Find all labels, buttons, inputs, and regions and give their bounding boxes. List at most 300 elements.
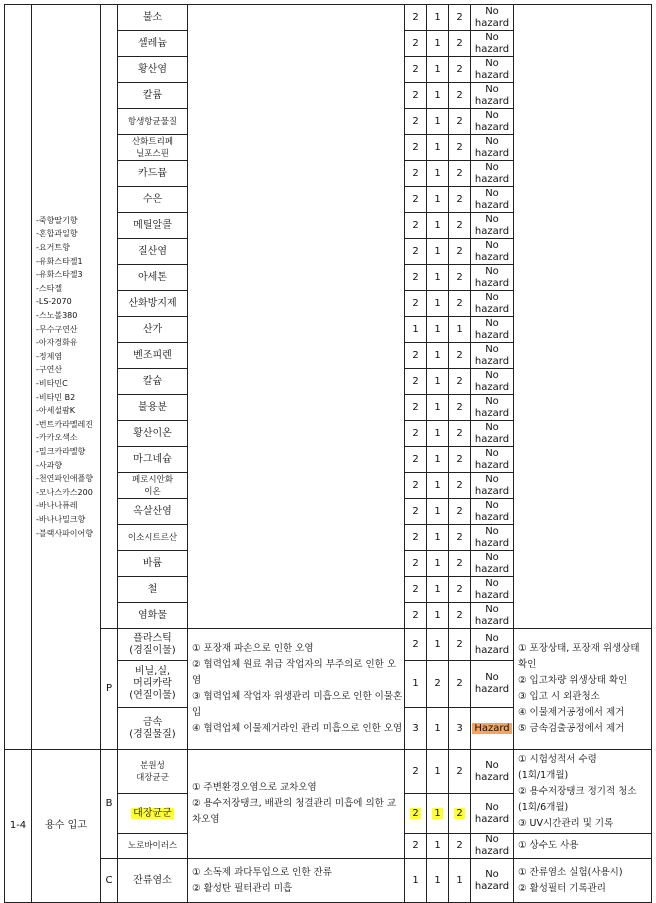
hazard-judgement-line: hazard — [474, 684, 510, 695]
cause-item: ② 활성탄 필터관리 미흡 — [192, 882, 293, 894]
hazard-item-name — [118, 57, 188, 83]
frequency-score: 1 — [427, 447, 449, 473]
cause-item: ③ 협력업체 작업자 위생관리 미흡으로 인한 이물혼입 — [192, 691, 403, 718]
hazard-item-name-line: 질산염 — [138, 245, 167, 257]
hazard-item-name-line: 염화물 — [138, 609, 167, 621]
risk-score — [449, 794, 471, 834]
risk-score: 2 — [449, 135, 471, 161]
food-item: -천연파인애플향 — [36, 474, 93, 484]
severity-score: 2 — [405, 750, 427, 794]
risk-score: 2 — [449, 239, 471, 265]
risk-score: 2 — [449, 629, 471, 661]
severity-score: 2 — [405, 369, 427, 395]
hazard-item-name — [118, 499, 188, 525]
frequency-score: 1 — [427, 265, 449, 291]
hazard-judgement-line: hazard — [474, 813, 510, 825]
food-item: -밀크카라멜향 — [36, 446, 86, 456]
hazard-judgement-line: No — [485, 239, 499, 251]
risk-score: 2 — [449, 551, 471, 577]
food-item: -바나나밀크향 — [36, 514, 86, 524]
hazard-item-name-line: 칼슘 — [142, 375, 163, 387]
hazard-item-name-line: (연질이물) — [129, 690, 176, 701]
severity-score: 2 — [405, 31, 427, 57]
control-item: (1회/1개월) — [518, 769, 569, 781]
food-item: -LS-2070 — [36, 297, 72, 307]
hazard-item-name — [118, 750, 188, 794]
hazard-code-physical: P — [101, 629, 118, 750]
hazard-judgement-line: No — [485, 135, 499, 147]
hazard-item-name — [118, 447, 188, 473]
table-body — [5, 5, 652, 903]
hazard-item-name-line: 벤조피렌 — [133, 349, 172, 361]
hazard-judgement-line: hazard — [474, 95, 510, 107]
hazard-judgement-line: hazard — [474, 511, 510, 523]
highlight-mark: 2 — [412, 807, 419, 819]
risk-score: 2 — [449, 447, 471, 473]
hazard-item-name-line: (경질물질) — [129, 728, 176, 740]
risk-score: 2 — [449, 83, 471, 109]
cause-item: ① 주변환경오염으로 교차오염 — [192, 782, 317, 793]
hazard-judgement-line: hazard — [474, 459, 510, 471]
risk-score: 2 — [449, 661, 471, 708]
frequency-score: 1 — [427, 291, 449, 317]
severity-score: 2 — [405, 834, 427, 859]
hazard-judgement-line: hazard — [474, 615, 510, 627]
frequency-score: 1 — [427, 551, 449, 577]
severity-score: 2 — [405, 5, 427, 31]
hazard-judgement-line: hazard — [474, 17, 510, 29]
risk-score: 2 — [449, 750, 471, 794]
hazard-judgement — [471, 750, 514, 794]
frequency-score: 1 — [427, 499, 449, 525]
hazard-item-name-line: 바륨 — [142, 557, 163, 569]
cause-item: ④ 협력업체 이물제거라인 관리 미흡으로 인한 오염 — [192, 723, 403, 734]
hazard-code-chemical: C — [101, 859, 118, 903]
hazard-item-name — [118, 629, 188, 661]
frequency-score: 1 — [427, 859, 449, 903]
hazard-judgement-line: hazard — [474, 277, 510, 289]
frequency-score: 1 — [427, 161, 449, 187]
control-cell — [514, 5, 652, 629]
hazard-item-name-line: 황산이온 — [133, 427, 172, 439]
severity-score: 2 — [405, 161, 427, 187]
control-item: ③ UV시간관리 및 기록 — [518, 817, 614, 829]
risk-score: 2 — [449, 265, 471, 291]
table-row — [5, 859, 652, 903]
step-name: 용수 입고 — [32, 750, 101, 903]
hazard-item-name-line: 페로시안화 — [131, 474, 174, 485]
hazard-item-name-line: 분원성 — [140, 760, 165, 771]
food-item: -정제염 — [36, 351, 63, 361]
hazard-judgement — [471, 473, 514, 499]
severity-score: 3 — [405, 708, 427, 750]
hazard-judgement — [471, 603, 514, 629]
hazard-item-name — [118, 794, 188, 834]
hazard-judgement-line: No — [485, 213, 499, 225]
risk-score: 2 — [449, 834, 471, 859]
food-item: -스타젤 — [36, 283, 63, 293]
risk-score: 2 — [449, 603, 471, 629]
cause-item: ② 용수저장탱크, 배관의 청결관리 미흡에 의한 교차오염 — [192, 798, 397, 825]
hazard-judgement-line: No — [485, 5, 499, 17]
hazard-item-name-line: 황산염 — [138, 63, 167, 75]
hazard-judgement — [471, 291, 514, 317]
frequency-score: 1 — [427, 239, 449, 265]
control-item: ② 용수저장탱크 정기적 청소 — [518, 785, 637, 797]
hazard-judgement-line: hazard — [474, 880, 510, 892]
table-row — [5, 629, 652, 661]
frequency-score: 1 — [427, 629, 449, 661]
control-cell — [514, 629, 652, 750]
hazard-judgement — [471, 31, 514, 57]
hazard-item-name-line: 아세톤 — [138, 271, 167, 283]
hazard-judgement — [471, 525, 514, 551]
control-item: ① 상수도 사용 — [518, 840, 579, 851]
risk-score: 2 — [449, 473, 471, 499]
food-item: -아세설팜K — [36, 406, 76, 416]
hazard-judgement — [471, 5, 514, 31]
cause-cell — [188, 859, 405, 903]
hazard-judgement-line: hazard — [474, 173, 510, 185]
hazard-item-name — [118, 421, 188, 447]
hazard-flag: Hazard — [474, 722, 510, 734]
hazard-judgement — [471, 265, 514, 291]
hazard-judgement — [471, 135, 514, 161]
risk-score: 2 — [449, 5, 471, 31]
severity-score: 2 — [405, 213, 427, 239]
severity-score: 2 — [405, 265, 427, 291]
control-item: ② 활성필터 기록관리 — [518, 882, 606, 894]
hazard-item-name — [118, 551, 188, 577]
hazard-item-name — [118, 187, 188, 213]
food-item: -바나나퓨레 — [36, 501, 78, 511]
frequency-score: 1 — [427, 577, 449, 603]
hazard-judgement-line: No — [485, 525, 499, 537]
control-item: ① 시험성적서 수령 — [518, 753, 597, 765]
food-item: -구연산 — [36, 365, 63, 375]
hazard-judgement — [471, 317, 514, 343]
hazard-item-name — [118, 343, 188, 369]
hazard-item-name — [118, 369, 188, 395]
food-item: -비타민C — [36, 379, 68, 388]
severity-score: 2 — [405, 551, 427, 577]
cause-cell — [188, 5, 405, 629]
risk-score: 2 — [449, 343, 471, 369]
severity-score: 2 — [405, 187, 427, 213]
hazard-item-name-line: 산화트리페 — [131, 136, 174, 147]
severity-score: 2 — [405, 629, 427, 661]
cause-cell — [188, 750, 405, 859]
hazard-judgement — [471, 551, 514, 577]
hazard-judgement — [471, 239, 514, 265]
severity-score: 2 — [405, 395, 427, 421]
severity-score: 2 — [405, 447, 427, 473]
hazard-judgement — [471, 661, 514, 708]
control-item: ② 입고차량 위생상태 확인 — [518, 675, 628, 686]
hazard-item-name-line: 이온 — [144, 486, 161, 497]
frequency-score: 1 — [427, 187, 449, 213]
risk-score: 2 — [449, 421, 471, 447]
hazard-judgement-line: No — [485, 603, 499, 615]
control-cell — [514, 834, 652, 859]
hazard-item-name-line: 대장균군 — [136, 772, 169, 783]
hazard-item-name — [118, 395, 188, 421]
severity-score: 2 — [405, 239, 427, 265]
hazard-item-name-line: 노로바이러스 — [127, 841, 178, 851]
hazard-judgement-line: hazard — [474, 355, 510, 367]
hazard-judgement — [471, 83, 514, 109]
hazard-judgement-line: hazard — [474, 771, 510, 783]
hazard-analysis-table — [4, 4, 652, 903]
risk-score: 2 — [449, 395, 471, 421]
severity-score: 2 — [405, 525, 427, 551]
hazard-judgement-line: hazard — [474, 147, 510, 159]
cause-item: ① 소독제 과다투입으로 인한 잔류 — [192, 866, 332, 878]
severity-score: 2 — [405, 603, 427, 629]
frequency-score: 1 — [427, 750, 449, 794]
hazard-judgement-line: No — [485, 447, 499, 459]
hazard-item-name-line: 잔류염소 — [133, 874, 172, 886]
food-item: -비타민 B2 — [36, 392, 76, 402]
food-item: -아자경화유 — [36, 338, 78, 348]
hazard-judgement — [471, 421, 514, 447]
cause-item: ① 포장재 파손으로 인한 오염 — [192, 643, 314, 654]
risk-score: 2 — [449, 577, 471, 603]
risk-score: 2 — [449, 369, 471, 395]
risk-score: 2 — [449, 109, 471, 135]
food-item: -사과향 — [36, 460, 63, 470]
severity-score: 2 — [405, 421, 427, 447]
risk-score: 2 — [449, 213, 471, 239]
hazard-item-name — [118, 473, 188, 499]
hazard-judgement-line: No — [485, 395, 499, 407]
cause-cell — [188, 629, 405, 750]
risk-score: 2 — [449, 31, 471, 57]
hazard-judgement-line: hazard — [474, 433, 510, 445]
severity-score: 2 — [405, 83, 427, 109]
hazard-item-name — [118, 291, 188, 317]
hazard-judgement — [471, 369, 514, 395]
hazard-item-name — [118, 603, 188, 629]
hazard-judgement — [471, 629, 514, 661]
hazard-judgement-line: hazard — [474, 485, 510, 497]
hazard-judgement-line: No — [485, 577, 499, 589]
hazard-item-name — [118, 213, 188, 239]
hazard-item-name-line: 머리카락 — [133, 678, 172, 689]
hazard-item-name-line: 이소시트르산 — [127, 532, 178, 543]
hazard-item-name — [118, 31, 188, 57]
hazard-item-name — [118, 239, 188, 265]
hazard-judgement — [471, 395, 514, 421]
control-item: ③ 입고 시 외관청소 — [518, 691, 600, 702]
hazard-judgement-line: No — [485, 421, 499, 433]
frequency-score: 1 — [427, 369, 449, 395]
severity-score: 2 — [405, 473, 427, 499]
hazard-judgement — [471, 499, 514, 525]
control-cell — [514, 750, 652, 834]
hazard-judgement-line: No — [485, 551, 499, 563]
hazard-judgement — [471, 213, 514, 239]
frequency-score: 1 — [427, 83, 449, 109]
food-item: -유화스타젤3 — [36, 270, 83, 280]
table-row — [5, 5, 652, 31]
hazard-item-name — [118, 317, 188, 343]
hazard-judgement-line: No — [485, 499, 499, 511]
hazard-judgement — [471, 187, 514, 213]
hazard-judgement-line: No — [485, 83, 499, 95]
hazard-judgement — [471, 109, 514, 135]
hazard-item-name-line: 플라스틱 — [133, 632, 172, 644]
frequency-score: 1 — [427, 395, 449, 421]
hazard-judgement — [471, 708, 514, 750]
hazard-item-name-line: 불용분 — [138, 401, 167, 413]
hazard-judgement-line: No — [485, 31, 499, 43]
control-item: ① 포장상태, 포장재 위생상태 확인 — [518, 643, 640, 670]
frequency-score: 1 — [427, 317, 449, 343]
hazard-item-name — [118, 135, 188, 161]
frequency-score: 1 — [427, 525, 449, 551]
hazard-item-name — [118, 708, 188, 750]
frequency-score: 1 — [427, 213, 449, 239]
severity-score: 1 — [405, 859, 427, 903]
highlight-mark: 대장균군 — [133, 807, 172, 819]
hazard-item-name-line: (경질이물) — [129, 644, 176, 656]
severity-score: 2 — [405, 499, 427, 525]
control-item: ① 잔류염소 실험(사용시) — [518, 866, 623, 878]
hazard-item-name — [118, 577, 188, 603]
severity-score — [405, 794, 427, 834]
hazard-judgement-line: No — [485, 265, 499, 277]
risk-score: 2 — [449, 187, 471, 213]
frequency-score: 1 — [427, 834, 449, 859]
food-item: -모나스카스200 — [36, 487, 93, 497]
highlight-mark: 2 — [456, 807, 463, 819]
hazard-item-name-line: 마그네슘 — [133, 453, 172, 465]
hazard-judgement — [471, 447, 514, 473]
hazard-item-name-line: 셀레늄 — [138, 37, 167, 49]
hazard-judgement-line: No — [485, 672, 499, 683]
hazard-judgement-line: hazard — [474, 407, 510, 419]
frequency-score: 1 — [427, 603, 449, 629]
control-item: ⑤ 금속검출공정에서 제거 — [518, 723, 625, 734]
severity-score: 2 — [405, 109, 427, 135]
hazard-judgement-line: No — [485, 291, 499, 303]
hazard-item-name-line: 닐포스핀 — [136, 148, 169, 159]
control-item: ④ 이물제거공정에서 제거 — [518, 707, 625, 718]
control-item: (1회/6개월) — [518, 801, 569, 813]
hazard-judgement-line: No — [485, 759, 499, 771]
risk-score: 3 — [449, 708, 471, 750]
hazard-item-name-line: 항생항균물질 — [127, 116, 178, 127]
severity-score: 2 — [405, 291, 427, 317]
hazard-judgement — [471, 577, 514, 603]
hazard-judgement-line: No — [485, 187, 499, 199]
hazard-judgement — [471, 161, 514, 187]
frequency-score: 1 — [427, 5, 449, 31]
food-item: -번트카라멜레진 — [36, 419, 93, 429]
control-cell — [514, 859, 652, 903]
hazard-item-name — [118, 525, 188, 551]
severity-score: 1 — [405, 317, 427, 343]
frequency-score: 1 — [427, 421, 449, 447]
hazard-judgement — [471, 57, 514, 83]
hazard-item-name — [118, 83, 188, 109]
hazard-judgement-line: hazard — [474, 303, 510, 315]
food-list — [32, 5, 101, 750]
table-row — [5, 750, 652, 794]
risk-score: 1 — [449, 859, 471, 903]
hazard-item-name-line: 카드뮴 — [138, 167, 167, 179]
hazard-judgement-line: No — [485, 57, 499, 69]
hazard-item-name — [118, 661, 188, 708]
hazard-judgement — [471, 343, 514, 369]
hazard-item-name — [118, 834, 188, 859]
hazard-judgement-line: hazard — [474, 251, 510, 263]
hazard-item-name — [118, 5, 188, 31]
hazard-item-name-line: 옥살산염 — [133, 505, 172, 517]
food-item: -죽향딸기향 — [36, 215, 78, 225]
hazard-judgement — [471, 834, 514, 859]
hazard-item-name-line: 비닐,실, — [134, 666, 171, 677]
frequency-score: 1 — [427, 31, 449, 57]
hazard-judgement-line: hazard — [474, 846, 510, 857]
risk-score: 2 — [449, 161, 471, 187]
risk-score: 2 — [449, 499, 471, 525]
hazard-item-name — [118, 161, 188, 187]
food-item: -스노볼380 — [36, 311, 78, 321]
frequency-score: 1 — [427, 57, 449, 83]
hazard-judgement-line: hazard — [474, 225, 510, 237]
hazard-judgement-line: hazard — [474, 563, 510, 575]
hazard-judgement-line: No — [485, 369, 499, 381]
hazard-judgement-line: No — [485, 868, 499, 880]
hazard-judgement — [471, 859, 514, 903]
frequency-score: 1 — [427, 135, 449, 161]
hazard-judgement-line: hazard — [474, 43, 510, 55]
hazard-item-name — [118, 109, 188, 135]
hazard-item-name-line: 수은 — [142, 193, 163, 205]
hazard-judgement-line: No — [485, 801, 499, 813]
frequency-score — [427, 794, 449, 834]
hazard-judgement — [471, 794, 514, 834]
risk-score: 2 — [449, 57, 471, 83]
severity-score: 2 — [405, 57, 427, 83]
food-item: -무수구연산 — [36, 324, 78, 334]
frequency-score: 1 — [427, 343, 449, 369]
risk-score: 2 — [449, 291, 471, 317]
hazard-judgement-line: hazard — [474, 537, 510, 549]
frequency-score: 2 — [427, 661, 449, 708]
hazard-judgement-line: No — [485, 473, 499, 485]
food-item: -혼합과일향 — [36, 229, 78, 239]
hazard-code-biological: B — [101, 750, 118, 859]
hazard-item-name-line: 메틸알콜 — [133, 219, 172, 231]
step-no: 1-4 — [5, 750, 32, 903]
hazard-judgement-line: No — [485, 109, 499, 121]
hazard-item-name — [118, 265, 188, 291]
hazard-item-name-line: 철 — [147, 583, 158, 595]
hazard-judgement-line: hazard — [474, 381, 510, 393]
severity-score: 1 — [405, 661, 427, 708]
risk-score: 1 — [449, 317, 471, 343]
hazard-judgement-line: hazard — [474, 69, 510, 81]
hazard-judgement-line: hazard — [474, 199, 510, 211]
food-item: -블랙사파이어향 — [36, 528, 93, 538]
hazard-item-name-line: 칼륨 — [142, 89, 163, 101]
frequency-score: 1 — [427, 708, 449, 750]
severity-score: 2 — [405, 343, 427, 369]
risk-score: 2 — [449, 525, 471, 551]
